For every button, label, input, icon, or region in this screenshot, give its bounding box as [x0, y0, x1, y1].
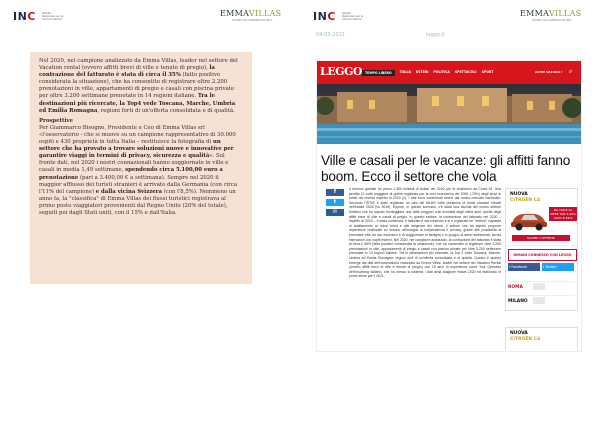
article-screenshot: [316, 60, 582, 352]
nav-item[interactable]: TEMPO LIBERO: [362, 70, 395, 76]
article-headline: Ville e casali per le vacanze: gli affitti fanno boom. Ecco il settore che vola: [321, 153, 571, 184]
city-name: MILANO: [508, 299, 528, 304]
bold-text: un settore che ha provato a trovare soluzioni nuove e innovative per garantire viaggi in termini di privacy, sicurezza e qualità: [39, 139, 234, 160]
sidebar-ad-2[interactable]: [505, 327, 578, 352]
bold-text: e dalla vicina Svizzera: [95, 188, 162, 195]
nav-item[interactable]: SPETTACOLI: [454, 70, 477, 74]
text-run: , regioni forti di un'offerta consolidata e di qualità.: [97, 107, 235, 114]
city-thumbnail: [533, 297, 545, 304]
search-icon[interactable]: ⌕: [569, 68, 573, 75]
email-share-button[interactable]: ✉: [326, 209, 344, 216]
article-body: Il turismo globale ha perso 1.300 miliardi di dollari nel 2020 per le restrizioni da Covid-19. Una perdita 11 volte maggiore di quella registrata per la crisi economica del 2009 (-70%) degli arrivi di turisti nel mondo rispetto al 2019 (2). I dati sono confermati anche dal nostro mercato nazionale. Secondo l'ISTAT è stato registrato un calo del 68,6% nelle presenze di turisti stranieri rilevati nell'estate 2020 (vs 2019). Eppure, in questo scenario, c'è stata una nicchia del nostro settore turistico che ha saputo fronteggiare una delle peggiori crisi mondiali degli ultimi anni: quella degli affitti brevi di ville e casali di pregio. In questo settore, la contrazione del fatturato nel 2020 – rispetto al 2019 – è stata contenuta. Il fatturato è sta cresciuto e si è registrato un "vettore" capacità di adattamento ai nuovi trend e alle esigenze dei clienti. Il settore che ha saputo proporre esperienze realizzate su misura, all'insegna di indipendenza e privacy, grazie alle possibilità di prenotare ville ad uso esclusivo e di soggiornare in famiglia o in gruppo di amici selezionati, senza interazioni con ospiti esterni. Nel 2020, nel campione analizzato, la contrazione del fatturato è stata di circa il 35% (fatto positivo considerata la situazione), che ha consentito di registrare oltre 2.200 prenotazioni in ville, appartamenti di pregio e casali con piscina private per oltre 3.200 settimane prenotate in 14 regioni italiane. Tra le destinazioni più ricercate, la Top 4 vede Toscana, Marche, Umbria ed Emilia Romagna, regioni forti di un'offerta consolidata e di qualità. Questo è quanto emerge dai dati dell'osservatorio realizzato da Emma Villas, leader nel settore del Vacation Rental (ovvero affitti brevi di ville e tenute di pregio) con 15 anni di esperienza come Tour Operator dell'Incoming italiano, che ha messo a sistema i dati della stagione estiva 2020 ed elaborato le prime stime per il 2021.: [349, 187, 501, 279]
city-thumbnail: [533, 283, 545, 290]
city-link-roma[interactable]: [508, 281, 575, 292]
inc-logo: INC: [313, 10, 336, 23]
bold-text: spendendo circa 5.100,00 euro a prenotazione: [39, 167, 223, 181]
text-run: (fatto positivo considerata la situazione), che ha consentito di registrare oltre 2.200 prenotazioni in ville, appartamenti di pregio e casali con piscina private per oltre 3.200 settimane prenotate in 14 regioni italiane.: [39, 72, 235, 100]
prospects-paragraph: [39, 125, 242, 217]
site-nav: [362, 70, 493, 76]
facebook-follow-button[interactable]: f Facebook: [508, 263, 540, 271]
twitter-follow-button[interactable]: t Twitter: [542, 263, 574, 271]
ad-cta-button[interactable]: SCOPRI L'OFFERTA: [512, 235, 570, 241]
ad-model: CITROËN C4: [510, 198, 541, 203]
share-buttons: [326, 189, 344, 219]
nav-item[interactable]: ESTERI: [415, 70, 429, 74]
emma-villas-logo: EMMAVILLAS: [520, 9, 582, 18]
inc-tagline: Istituto Nazionale per la Comunicazione: [342, 12, 364, 21]
connect-banner: RIMANI CONNESSO CON LEGGO: [508, 249, 577, 261]
site-header: [317, 61, 581, 84]
nav-item[interactable]: SPORT: [481, 70, 494, 74]
ad-brand: NUOVA: [510, 192, 528, 197]
ad-brand: NUOVA: [510, 331, 528, 336]
text-run: ». Sul fronte dati, nel 2020 i nostri connazionali hanno soggiornato in ville e casali in media 1,49 settimane,: [39, 153, 229, 174]
city-link-milano[interactable]: [508, 295, 575, 306]
inc-tagline: Istituto Nazionale per la Comunicazione: [42, 12, 64, 21]
text-run: Nel 2020, nel campione analizzato da Emma Villas, leader nel settore del Vacation rental (ovvero affitti brevi di ville e tenute di pregio),: [39, 58, 238, 72]
intro-paragraph: [39, 58, 242, 115]
inc-logo: INC: [13, 10, 36, 23]
ad-model: CITROËN C4: [510, 337, 541, 342]
twitter-share-button[interactable]: t: [326, 199, 344, 206]
bold-text: la contrazione del fatturato è stata di circa il 35%: [39, 65, 215, 79]
ad-price: DA 199 € AL MESE TAN 3,99% TAEG 5,49%: [550, 208, 576, 220]
emma-villas-tagline: LUXURY VILLA RENTALS IN ITALY: [232, 19, 273, 22]
emma-villas-logo: EMMAVILLAS: [220, 9, 282, 18]
text-run: Per Giammarco Bisogno, Presidente e Ceo di Emma Villas srl «l'osservatorio - che si muove su un campione rappresentativo di 30.000 ospiti e 430 proprietà in tutta Italia – restituisce la fotografia di: [39, 124, 236, 146]
press-release-text: [30, 52, 252, 284]
sidebar-ad[interactable]: [505, 188, 578, 311]
source-label: leggo.it: [426, 32, 445, 38]
article-hero-image: [317, 84, 581, 144]
divider: [506, 245, 577, 246]
emma-villas-tagline: LUXURY VILLA RENTALS IN ITALY: [532, 19, 573, 22]
text-run: (con l'8,5%). Nemmeno un anno fa, la "classifica" di Emma Villas dei flussi turistici registrava al primo posto viaggiatori provenienti dal Regno Unito (20% del totale), seguiti poi dagli Stati uniti, con il 15% e dall'Italia.: [39, 188, 236, 216]
text-run: (pari a 3.400,00 € a settimana). Sempre nel 2020 il maggior afflusso dei turisti stranieri è arrivato dalla Germania (con circa l'11% del campione): [39, 174, 238, 195]
facebook-share-button[interactable]: f: [326, 189, 344, 196]
more-sections-menu[interactable]: ALTRE SEZIONI ▾: [535, 70, 563, 74]
right-page: [300, 0, 600, 424]
publication-date: 04-03-2021: [316, 32, 346, 38]
nav-item[interactable]: POLITICA: [433, 70, 450, 74]
city-name: ROMA: [508, 285, 523, 290]
car-image: [509, 204, 549, 232]
nav-item[interactable]: ITALIA: [399, 70, 411, 74]
bold-text: Tra le destinazioni più ricercate, la Top4 vede Toscana, Marche, Umbria ed Emilia Romagna: [39, 93, 236, 114]
section-heading: Prospettive: [39, 117, 74, 124]
leggo-logo[interactable]: LEGGO: [320, 65, 362, 78]
